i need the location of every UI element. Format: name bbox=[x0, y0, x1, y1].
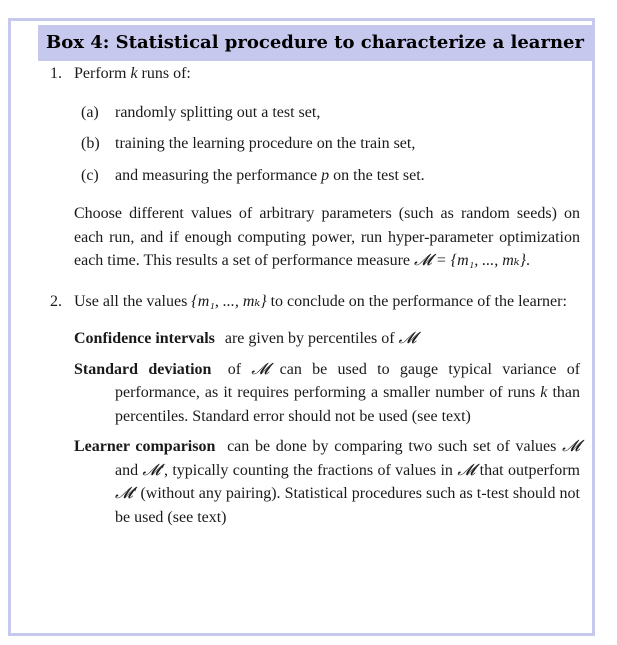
definition-learner-comparison: Learner comparison can be done by comparing two such set of values 𝓜 and 𝓜′, typically counting the fractions of values in 𝓜 that outperform 𝓜′ (without any pairing). Statistical procedures such as t-test should not be used (see text) bbox=[74, 438, 581, 526]
substep-label: (b) bbox=[81, 135, 100, 152]
var-k: k bbox=[130, 65, 138, 82]
definition-term: Confidence intervals bbox=[74, 330, 215, 347]
substep-label: (c) bbox=[81, 166, 99, 184]
definition-list bbox=[74, 327, 580, 529]
definition-term: Learner comparison bbox=[74, 438, 216, 455]
step-1 bbox=[50, 62, 580, 273]
step-2 bbox=[50, 290, 580, 530]
substep-a bbox=[81, 101, 580, 125]
step-number: 1. bbox=[50, 65, 62, 82]
step-number: 2. bbox=[50, 292, 62, 310]
step-2-text: Use all the values {m₁, ..., mₖ} to conclude on the performance of the learner: bbox=[74, 292, 567, 310]
box-title: Box 4: Statistical procedure to characterize a learner bbox=[38, 25, 592, 61]
set-m-values: {m₁, ..., mₖ} bbox=[191, 292, 267, 310]
definition-standard-deviation: Standard deviation of 𝓜 can be used to gauge typical variance of performance, as it requires performing a smaller number of runs k than percentiles. Standard error should not be used (see text) bbox=[74, 360, 581, 425]
var-p: p bbox=[321, 166, 330, 184]
substep-list bbox=[81, 101, 580, 188]
set-M-definition: 𝓜 = {m₁, ..., mₖ} bbox=[414, 252, 527, 269]
step-1-paragraph: Choose different values of arbitrary parameters (such as random seeds) on each run, and if enough computing power, run hyper-parameter optimization each time. This results a set of performance measure 𝓜 = {m₁, ..., mₖ}. bbox=[74, 205, 580, 269]
step-1-text: Perform k runs of: bbox=[74, 65, 191, 82]
substep-text: training the learning procedure on the train set, bbox=[115, 135, 416, 152]
substep-text: randomly splitting out a test set, bbox=[115, 103, 321, 121]
substep-label: (a) bbox=[81, 103, 99, 121]
definition-confidence-intervals: Confidence intervals are given by percentiles of 𝓜 bbox=[74, 330, 417, 347]
box-content bbox=[50, 62, 580, 536]
substep-b bbox=[81, 132, 580, 156]
substep-c: (c) and measuring the performance p on the test set. bbox=[81, 164, 580, 188]
definition-term: Standard deviation bbox=[74, 360, 212, 378]
